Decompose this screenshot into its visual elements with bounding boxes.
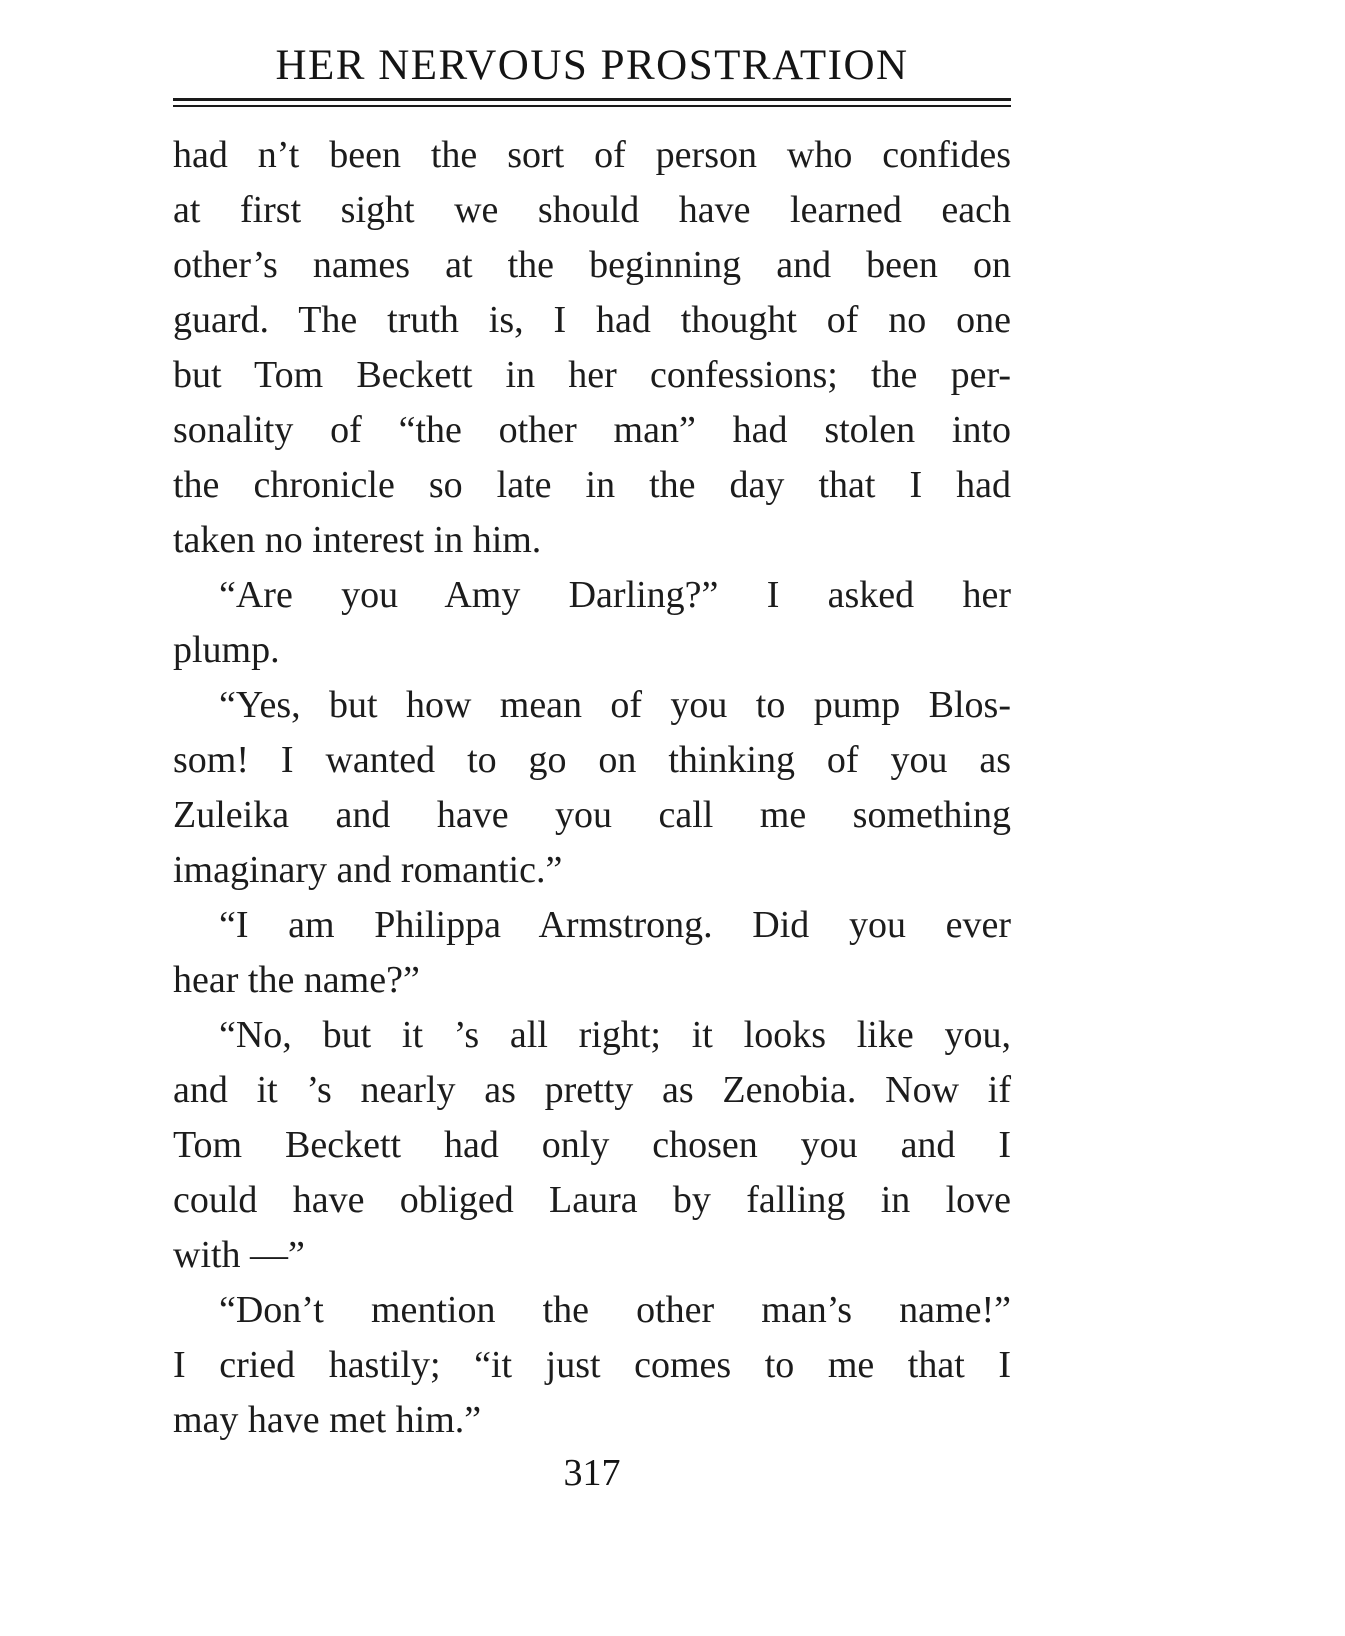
page-number: 317	[563, 1452, 621, 1494]
text-line: Zuleika and have you call me something	[173, 794, 1011, 836]
text-line: but Tom Beckett in her confessions; the per-	[173, 354, 1011, 396]
text-line: had n’t been the sort of person who confides	[173, 134, 1011, 176]
text-line: guard. The truth is, I had thought of no one	[173, 299, 1011, 341]
running-head: HER NERVOUS PROSTRATION	[275, 42, 909, 89]
text-line: Tom Beckett had only chosen you and I	[173, 1124, 1011, 1166]
text-line: and it ’s nearly as pretty as Zenobia. Now if	[173, 1069, 1011, 1111]
header-rule-thin	[173, 105, 1011, 107]
text-line: may have met him.”	[173, 1399, 482, 1441]
text-line: could have obliged Laura by falling in love	[173, 1179, 1011, 1221]
text-line: “Yes, but how mean of you to pump Blos-	[219, 684, 1011, 726]
text-line: other’s names at the beginning and been on	[173, 244, 1011, 286]
text-line: with —”	[173, 1234, 305, 1276]
header-rule-thick	[173, 98, 1011, 101]
text-line: “No, but it ’s all right; it looks like you,	[219, 1014, 1011, 1056]
text-line: “I am Philippa Armstrong. Did you ever	[219, 904, 1011, 946]
text-line: som! I wanted to go on thinking of you as	[173, 739, 1011, 781]
text-line: I cried hastily; “it just comes to me that I	[173, 1344, 1011, 1386]
body-text	[173, 128, 1011, 1448]
text-line: sonality of “the other man” had stolen into	[173, 409, 1011, 451]
text-line: taken no interest in him.	[173, 519, 542, 561]
text-line: “Don’t mention the other man’s name!”	[219, 1289, 1011, 1331]
text-line: “Are you Amy Darling?” I asked her	[219, 574, 1011, 616]
text-line: the chronicle so late in the day that I had	[173, 464, 1011, 506]
text-line: at first sight we should have learned each	[173, 189, 1011, 231]
text-line: imaginary and romantic.”	[173, 849, 563, 891]
text-line: hear the name?”	[173, 959, 420, 1001]
text-line: plump.	[173, 629, 280, 671]
